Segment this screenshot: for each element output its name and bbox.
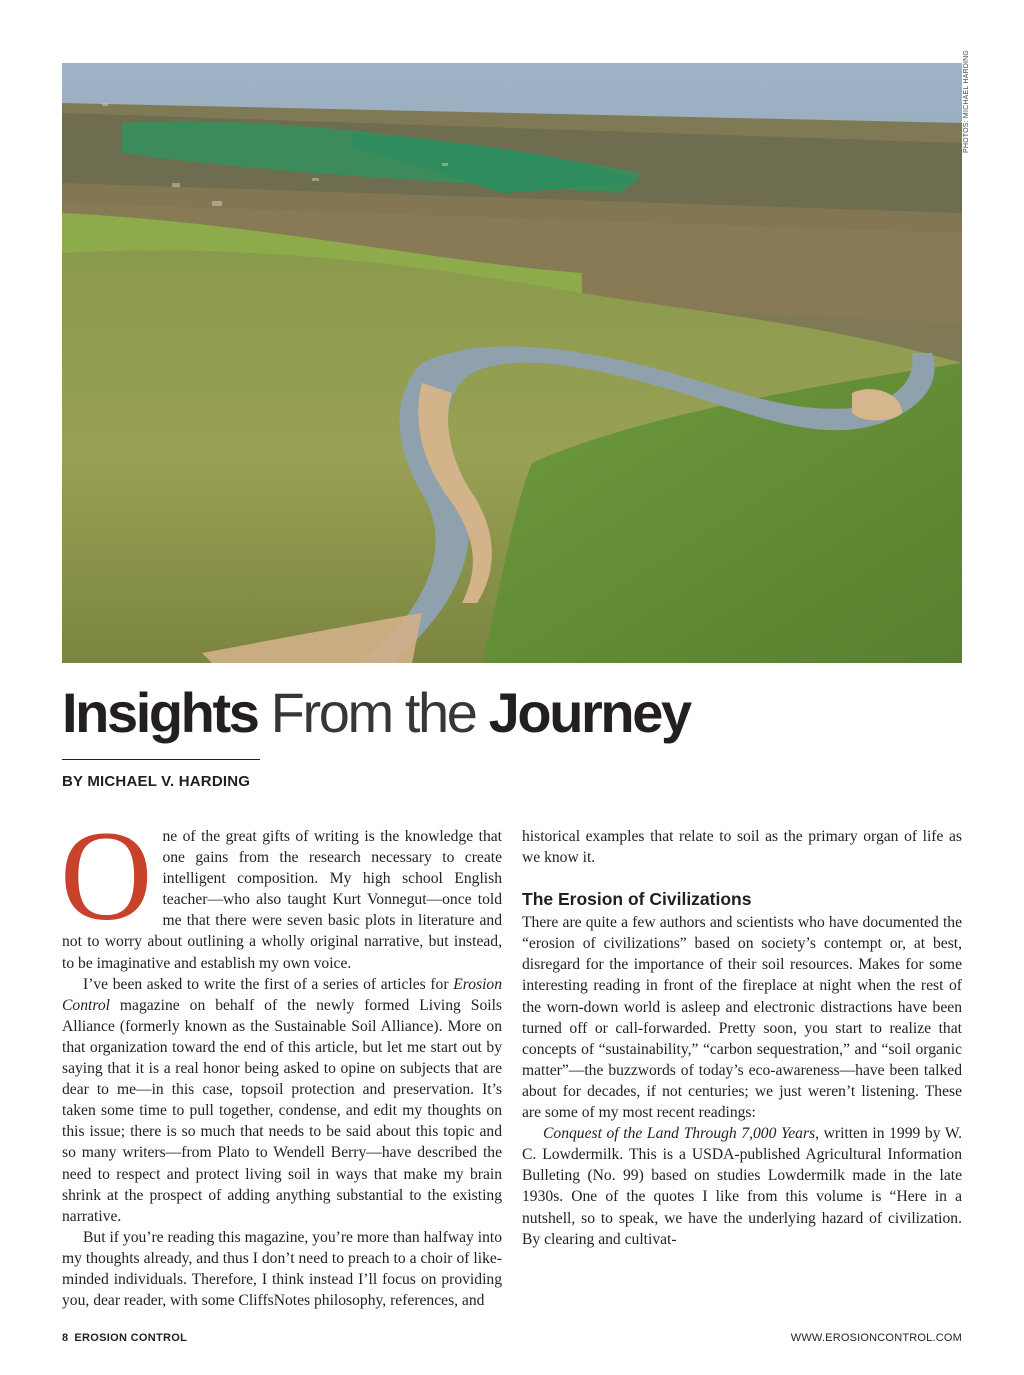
page-number: 8 xyxy=(62,1332,69,1344)
paragraph-intro-text: ne of the great gifts of writing is the knowledge that one gains from the research necessary to create intelligent composition. My high school English teacher—who also taught Kurt Vonnegut—once told me that there were seven basic plots in literature and not to worry about outlining a wholly original narrative, but instead, to be imaginative and establish my own voice. xyxy=(62,828,502,972)
paragraph-intro xyxy=(60,805,502,974)
publication-name: EROSION CONTROL xyxy=(74,1332,188,1344)
paragraph-5-text: , written in 1999 by W. C. Lowdermilk. This is a USDA-published Agricultural Information Bulleting (No. 99) based on studies Lowdermilk made in the late 1930s. One of the quotes I like from this volume is “Here in a nutshell, so to speak, we have the underlying hazard of civilization. By clearing and cultivat- xyxy=(522,1125,963,1248)
paragraph-2 xyxy=(62,974,502,1227)
title-word-journey: Journey xyxy=(488,681,690,744)
section-subhead: The Erosion of Civilizations xyxy=(522,889,752,910)
footer-folio xyxy=(62,1332,187,1344)
aerial-river-landscape-image xyxy=(62,63,962,663)
title-middle: From the xyxy=(257,681,489,744)
article-column-right xyxy=(522,826,962,1250)
article-title xyxy=(62,680,690,746)
title-divider xyxy=(62,759,260,760)
article-column-left xyxy=(60,805,502,1311)
byline: BY MICHAEL V. HARDING xyxy=(62,773,251,790)
title-word-insights: Insights xyxy=(62,681,258,744)
paragraph-4: There are quite a few authors and scientists who have documented the “erosion of civilizations” based on society’s contempt or, at best, disregard for the importance of their soil resources. Makes for some interesting reading in front of the fireplace at night when the rest of the worn-down world is asleep and electronic distractions have been turned off or call-forwarded. Pretty soon, you start to realize that concepts of “sustainability,” “carbon sequestration,” and “soil organic matter”—the buzzwords of today’s eco-awareness—have been talked about for decades, if not centuries; we just weren’t listening. These are some of my most recent readings: xyxy=(522,914,962,1122)
paragraph-3: But if you’re reading this magazine, you’re more than halfway into my thoughts already, and thus I don’t need to preach to a choir of like-minded individuals. Therefore, I think instead I’ll focus on providing you, dear reader, with some CliffsNotes philosophy, references, and xyxy=(62,1228,502,1310)
landscape-illustration xyxy=(62,63,962,663)
paragraph-2-end: magazine on behalf of the newly formed Living Soils Alliance (formerly known as the Sustainable Soil Alliance). More on that organization toward the end of this article, but let me start out by saying that it is a real honor being asked to opine on subjects that are dear to me—in this case, topsoil protection and preservation. It’s taken some time to pull together, condense, and edit my thoughts on this issue; there is so much that needs to be said about this topic and so many writers—from Plato to Wendell Berry—have described the need to respect and protect living soil in ways that make my brain shrink at the prospect of adding anything substantial to the existing narrative. xyxy=(62,996,502,1225)
paragraph-5 xyxy=(522,1123,962,1250)
paragraph-2-start: I’ve been asked to write the first of a series of articles for xyxy=(83,975,454,993)
magazine-name: Erosion Control xyxy=(62,975,502,1014)
footer-url: WWW.EROSIONCONTROL.COM xyxy=(790,1332,962,1344)
photo-credit: PHOTOS: MICHAEL HARDING xyxy=(963,49,970,153)
book-title: Conquest of the Land Through 7,000 Years xyxy=(543,1125,816,1143)
drop-cap: O xyxy=(60,805,153,947)
paragraph-3-continued: historical examples that relate to soil as the primary organ of life as we know it. xyxy=(522,828,962,867)
